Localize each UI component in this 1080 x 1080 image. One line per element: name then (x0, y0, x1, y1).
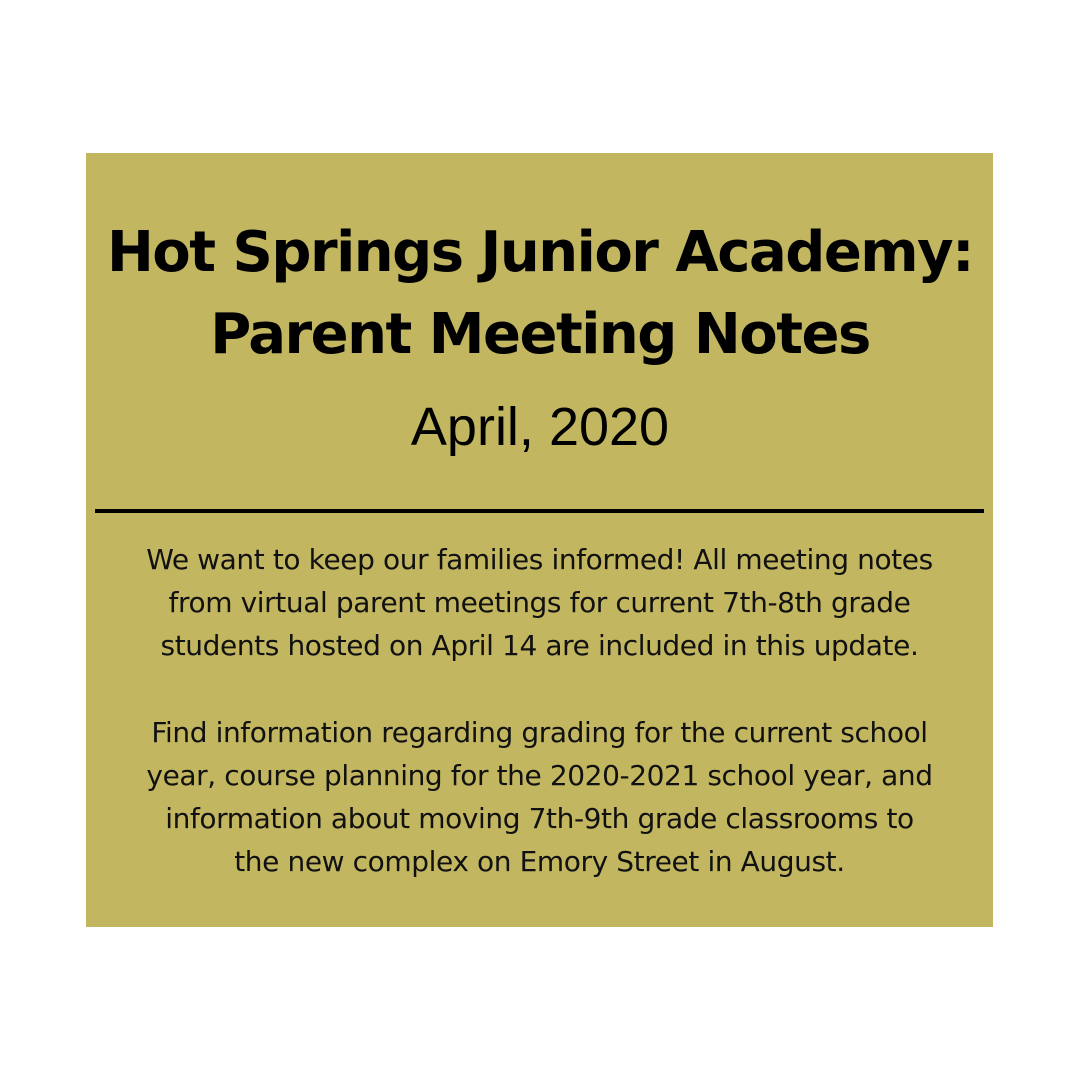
page-title (0, 212, 1080, 376)
intro-paragraph (86, 538, 993, 667)
paragraph-line: We want to keep our families informed! All meeting notes (146, 543, 933, 576)
paragraph-line: Find information regarding grading for the current school (151, 716, 928, 749)
paragraph-line: the new complex on Emory Street in August. (234, 845, 845, 878)
paragraph-line: students hosted on April 14 are included in this update. (160, 629, 919, 662)
paragraph-line: from virtual parent meetings for current 7th-8th grade (168, 586, 911, 619)
details-paragraph (86, 711, 993, 883)
title-line: Hot Springs Junior Academy: (106, 220, 974, 285)
title-line: Parent Meeting Notes (210, 302, 870, 367)
paragraph-line: information about moving 7th-9th grade classrooms to (165, 802, 914, 835)
divider (95, 509, 984, 513)
paragraph-line: year, course planning for the 2020-2021 school year, and (146, 759, 933, 792)
meeting-date: April, 2020 (410, 397, 670, 457)
